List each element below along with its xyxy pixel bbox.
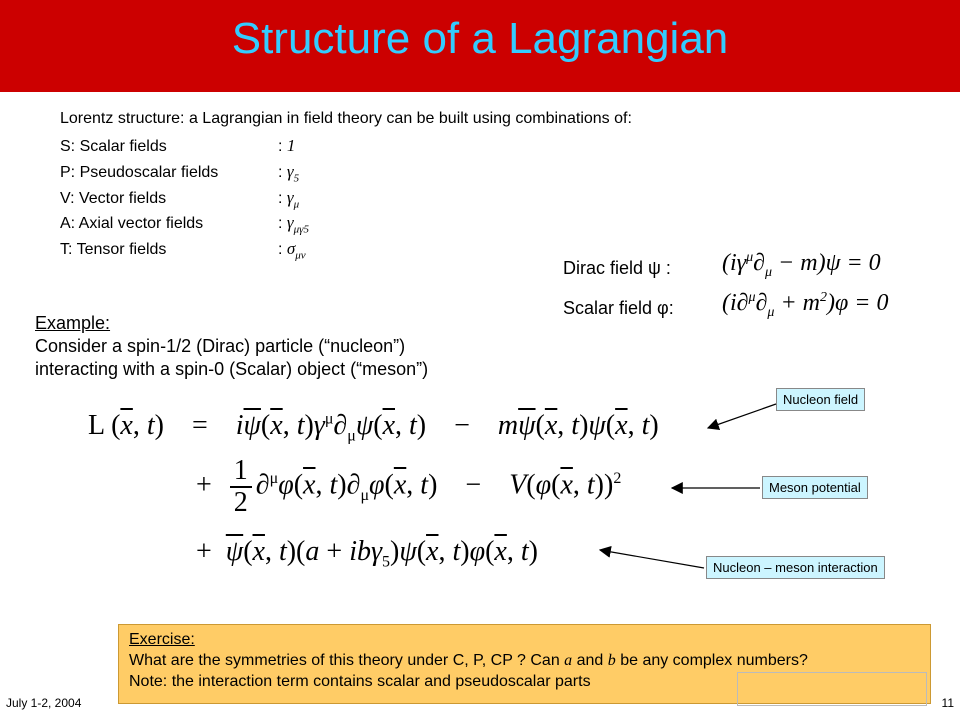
callout-nucleon-field: Nucleon field bbox=[776, 388, 865, 411]
lagrangian-line-2: + $\frac{1}{2}$ $\partial^\mu\varphi(\overline{x}$, $t)\partial_\mu\varphi(\overline{x}$, t) − $V(\varphi(\overline{x}$, t))$^2$ bbox=[196, 455, 622, 518]
exercise-question: What are the symmetries of this theory under C, P, CP ? Can a and b be any complex numbers? bbox=[129, 652, 808, 669]
dirac-equation: $(i\gamma^\mu\partial_\mu - m)\psi = 0$ bbox=[722, 250, 881, 280]
exercise-heading: Exercise: bbox=[129, 631, 195, 648]
field-label: P: Pseudoscalar fields bbox=[60, 164, 219, 181]
example-line: Consider a spin-1/2 (Dirac) particle (“nucleon”) bbox=[35, 336, 406, 356]
field-row-axial-vector: A: Axial vector fields : $\gamma_{\mu\gamma 5}$ bbox=[60, 213, 309, 236]
arrow-nucleon-field bbox=[708, 404, 776, 428]
blank-box bbox=[737, 672, 927, 706]
footer-date: July 1-2, 2004 bbox=[6, 696, 82, 710]
callout-meson-potential: Meson potential bbox=[762, 476, 868, 499]
field-row-scalar: S: Scalar fields : 1 bbox=[60, 136, 296, 155]
exercise-note: Note: the interaction term contains scalar and pseudoscalar parts bbox=[129, 673, 591, 690]
scalar-field-label: Scalar field φ: bbox=[563, 298, 674, 318]
lorentz-intro: Lorentz structure: a Lagrangian in field theory can be built using combinations of: bbox=[60, 110, 632, 127]
lagrangian-line-3: + $\overline{\psi}(\overline{x}$, $t)(a + ib\gamma_5)\psi(\overline{x}$, $t)\varphi(\overline{x}$, t) bbox=[196, 536, 538, 571]
example-block bbox=[35, 312, 428, 381]
field-row-pseudoscalar: P: Pseudoscalar fields : $\gamma_5$ bbox=[60, 162, 300, 185]
page-number: 11 bbox=[941, 696, 954, 710]
field-symbol: 1 bbox=[286, 136, 296, 155]
field-symbol: $\gamma_5$ bbox=[286, 162, 300, 185]
lagrangian-line-1: L ($\overline{x}$, t) = $i\overline{\psi}(\overline{x}$, $t)\gamma^\mu\partial_\mu\psi(\overline{x}$, t) − $m\overline{\psi}(\overline{x}$, $t)\psi(\overline{x}$, t) bbox=[88, 410, 659, 445]
arrow-interaction bbox=[600, 550, 704, 568]
field-label: T: Tensor fields bbox=[60, 241, 167, 258]
example-heading: Example: bbox=[35, 313, 111, 333]
field-label: V: Vector fields bbox=[60, 190, 167, 207]
callout-interaction: Nucleon – meson interaction bbox=[706, 556, 885, 579]
example-line: interacting with a spin-0 (Scalar) object (“meson”) bbox=[35, 359, 429, 379]
field-row-vector: V: Vector fields : $\gamma_\mu$ bbox=[60, 188, 300, 211]
field-symbol: $\sigma_{\mu\nu}$ bbox=[286, 239, 306, 262]
field-label: S: Scalar fields bbox=[60, 138, 167, 155]
scalar-equation: $(i\partial^\mu\partial_\mu + m^2)\varphi = 0$ bbox=[722, 290, 889, 320]
field-symbol: $\gamma_{\mu\gamma 5}$ bbox=[286, 213, 309, 236]
field-symbol: $\gamma_\mu$ bbox=[286, 188, 300, 211]
field-label: A: Axial vector fields bbox=[60, 215, 204, 232]
dirac-field-label: Dirac field ψ : bbox=[563, 258, 671, 278]
field-row-tensor: T: Tensor fields : $\sigma_{\mu\nu}$ bbox=[60, 239, 306, 262]
page-title: Structure of a Lagrangian bbox=[231, 14, 729, 63]
